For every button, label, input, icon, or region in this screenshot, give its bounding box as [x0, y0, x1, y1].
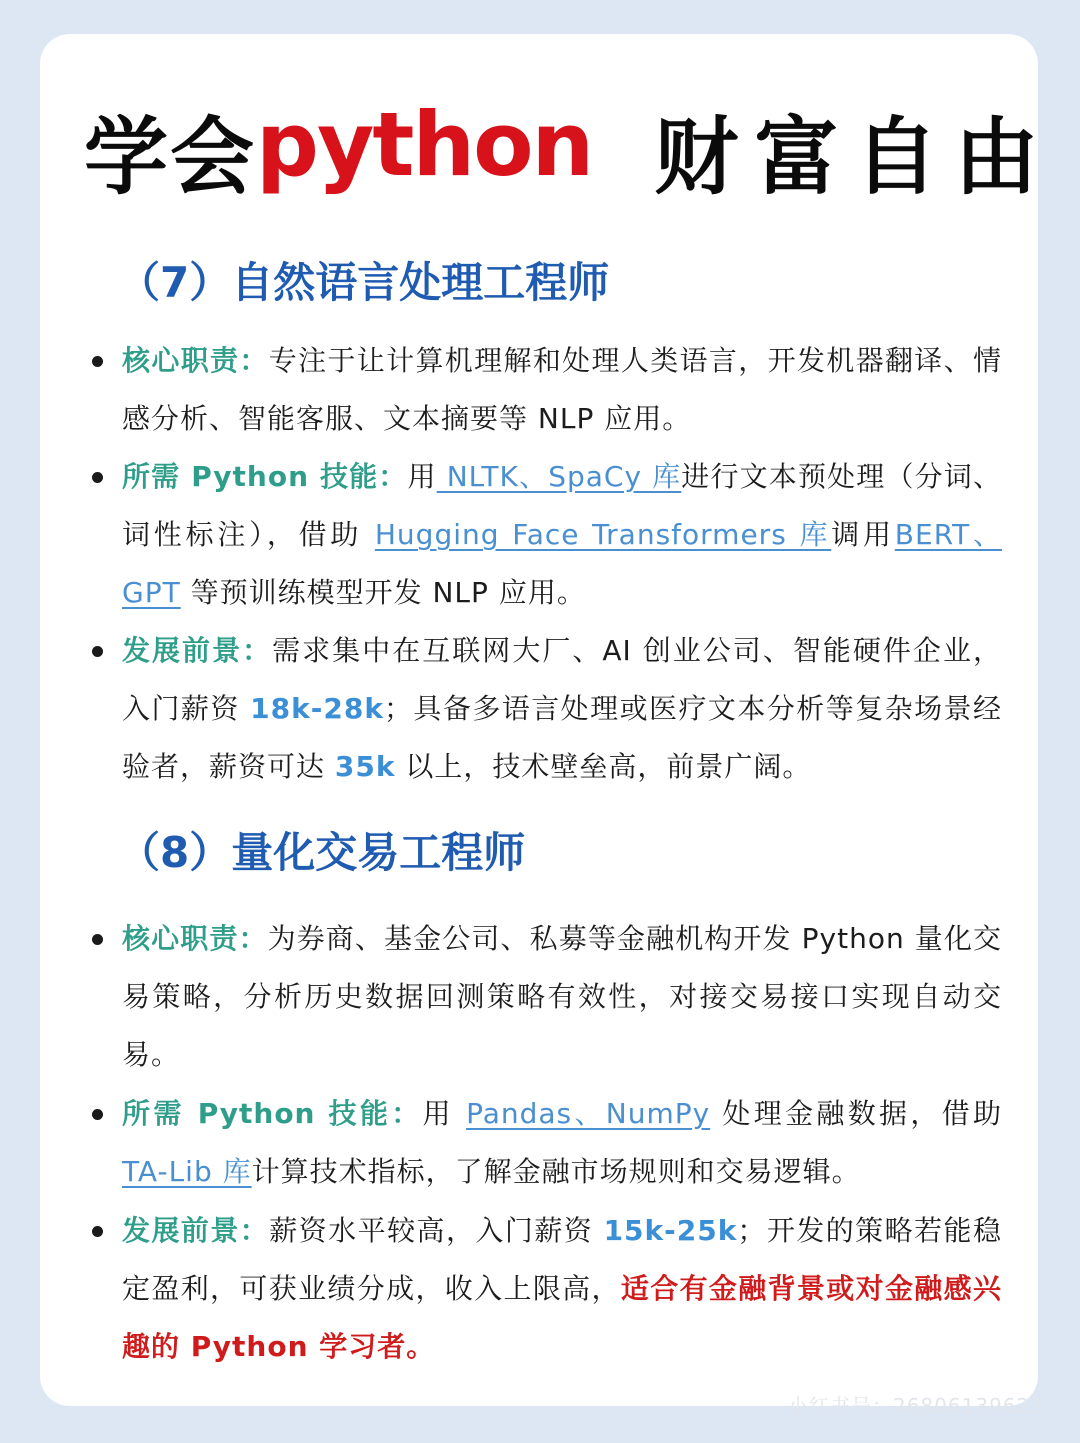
- bullet-dot: [92, 934, 103, 945]
- watermark: 小红书号：26806139621: [788, 1394, 1044, 1418]
- item-text: 以上，技术壁垒高，前景广阔。: [395, 750, 812, 783]
- item-text: 用: [422, 1097, 467, 1130]
- item-text: ；具备多语言处理或医疗文本分析等复杂场景经验者，薪资可达: [122, 692, 1002, 783]
- item-label: 所需 Python 技能：: [122, 1097, 423, 1130]
- bullet-dot: [92, 472, 103, 483]
- link-nltk-spacy[interactable]: NLTK、SpaCy 库: [436, 460, 682, 493]
- section-heading-quant: （8）量化交易工程师: [118, 828, 526, 877]
- list-item-nlp-duty: [122, 332, 1002, 448]
- item-text: 用: [407, 460, 437, 493]
- bullet-dot: [92, 356, 103, 367]
- item-label: 核心职责：: [122, 344, 269, 377]
- page-title: [84, 90, 1055, 210]
- item-text: 专注于让计算机理解和处理人类语言，开发机器翻译、情感分析、智能客服、文本摘要等 NLP 应用。: [122, 344, 1002, 435]
- item-text: 等预训练模型开发 NLP 应用。: [180, 576, 586, 609]
- item-label: 发展前景：: [122, 634, 273, 667]
- list-item-quant-prospects: [122, 1202, 1002, 1376]
- item-text: 进行文本预处理（分词、词性标注），借助: [122, 460, 1002, 551]
- item-label: 发展前景：: [122, 1214, 270, 1247]
- title-part-wealth: 财富自由: [654, 107, 1055, 206]
- link-bert-gpt[interactable]: BERT、GPT: [122, 518, 1002, 609]
- section-heading-nlp: （7）自然语言处理工程师: [118, 258, 610, 307]
- link-hugging-face[interactable]: Hugging Face Transformers 库: [374, 518, 832, 551]
- item-text: 需求集中在互联网大厂、AI 创业公司、智能硬件企业，入门薪资: [122, 634, 1002, 725]
- bullet-dot: [92, 646, 103, 657]
- salary-range: 15k-25k: [603, 1214, 738, 1247]
- item-text: ；开发的策略若能稳定盈利，可获业绩分成，收入上限高，: [122, 1214, 1002, 1305]
- list-item-quant-skills: [122, 1085, 1002, 1201]
- item-text: 调用: [831, 518, 895, 551]
- link-ta-lib[interactable]: TA-Lib 库: [122, 1155, 252, 1188]
- item-text: 处理金融数据，借助: [710, 1097, 1002, 1130]
- bullet-dot: [92, 1109, 103, 1120]
- item-text: 为券商、基金公司、私募等金融机构开发 Python 量化交易策略，分析历史数据回测策略有效性，对接交易接口实现自动交易。: [122, 922, 1002, 1071]
- highlight-text: 适合有金融背景或对金融感兴趣的 Python 学习者。: [122, 1272, 1002, 1363]
- title-part-python: python: [256, 92, 593, 196]
- bullet-dot: [92, 1226, 103, 1237]
- title-part-learn: 学会: [84, 107, 257, 206]
- item-label: 所需 Python 技能：: [122, 460, 408, 493]
- salary-range: 18k-28k: [250, 692, 384, 725]
- link-pandas-numpy[interactable]: Pandas、NumPy: [466, 1097, 711, 1130]
- salary-max: 35k: [334, 750, 396, 783]
- list-item-nlp-prospects: [122, 622, 1002, 796]
- list-item-quant-duty: [122, 910, 1002, 1084]
- item-text: 薪资水平较高，入门薪资: [269, 1214, 604, 1247]
- item-label: 核心职责：: [122, 922, 268, 955]
- list-item-nlp-skills: [122, 448, 1002, 622]
- item-text: 计算技术指标，了解金融市场规则和交易逻辑。: [251, 1155, 861, 1188]
